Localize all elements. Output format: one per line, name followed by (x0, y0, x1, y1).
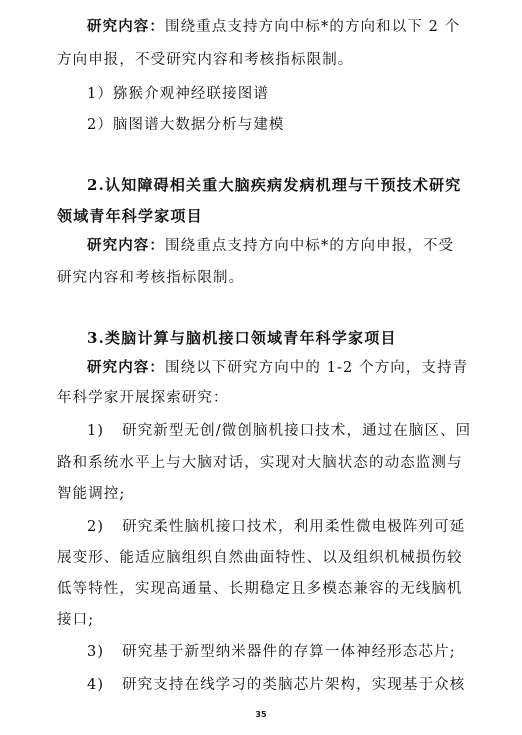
section3-item3-text1: 研究基于新型纳米器件的存算一体神经形态芯片; (122, 644, 456, 660)
section3-item1-number: 1) (87, 423, 105, 439)
section2-content-label: 研究内容： (87, 237, 165, 254)
section3-item4-line1 (87, 675, 465, 695)
section1-content-label: 研究内容： (87, 18, 165, 35)
section3-item1-line2: 路和系统水平上与大脑对话，实现对大脑状态的动态监测与 (57, 455, 463, 471)
section3-title: 3.类脑计算与脑机接口领域青年科学家项目 (87, 329, 397, 347)
section3-item2-line1 (87, 517, 465, 537)
section2-content-text1: 围绕重点支持方向中标*的方向申报，不受 (165, 238, 455, 254)
section3-content-line1 (87, 358, 468, 378)
section3-item4-number: 4) (87, 677, 105, 693)
section3-item2-line2: 展变形、能适应脑组织自然曲面特性、以及组织机械损伤较 (57, 550, 463, 566)
section3-item1-text1: 研究新型无创/微创脑机接口技术，通过在脑区、回 (122, 423, 472, 439)
section3-item2-line4: 接口; (57, 612, 95, 628)
section3-content-line2: 年科学家开展探索研究： (57, 390, 229, 406)
section3-item2-number: 2) (87, 519, 105, 535)
section1-content-line1 (87, 17, 460, 37)
section3-item1-line3: 智能调控; (57, 486, 126, 502)
section3-item3-line1 (87, 642, 456, 662)
section3-item2-line3: 低等特性，实现高通量、长期稳定且多模态兼容的无线脑机 (57, 581, 463, 597)
section2-title-line2: 领域青年科学家项目 (57, 207, 203, 225)
section2-title-line1: 2.认知障碍相关重大脑疾病发病机理与干预技术研究 (87, 176, 462, 194)
section3-item4-text1: 研究支持在线学习的类脑芯片架构，实现基于众核 (122, 677, 466, 693)
section1-content-text1: 围绕重点支持方向中标*的方向和以下 2 个 (165, 19, 461, 35)
section3-item2-text1: 研究柔性脑机接口技术，利用柔性微电极阵列可延 (122, 519, 466, 535)
section3-item1-line1 (87, 421, 471, 441)
page-number: 35 (255, 710, 267, 719)
section1-item-1: 1）猕猴介观神经联接图谱 (87, 86, 269, 102)
section3-content-label: 研究内容： (87, 359, 165, 376)
section2-content-line1 (87, 236, 454, 256)
section1-content-line2: 方向申报，不受研究内容和考核指标限制。 (57, 52, 354, 68)
section2-content-line2: 研究内容和考核指标限制。 (57, 270, 245, 286)
section1-item-2: 2）脑图谱大数据分析与建模 (87, 117, 285, 133)
section3-content-text1: 围绕以下研究方向中的 1-2 个方向，支持青 (165, 360, 469, 376)
section3-item3-number: 3) (87, 644, 105, 660)
